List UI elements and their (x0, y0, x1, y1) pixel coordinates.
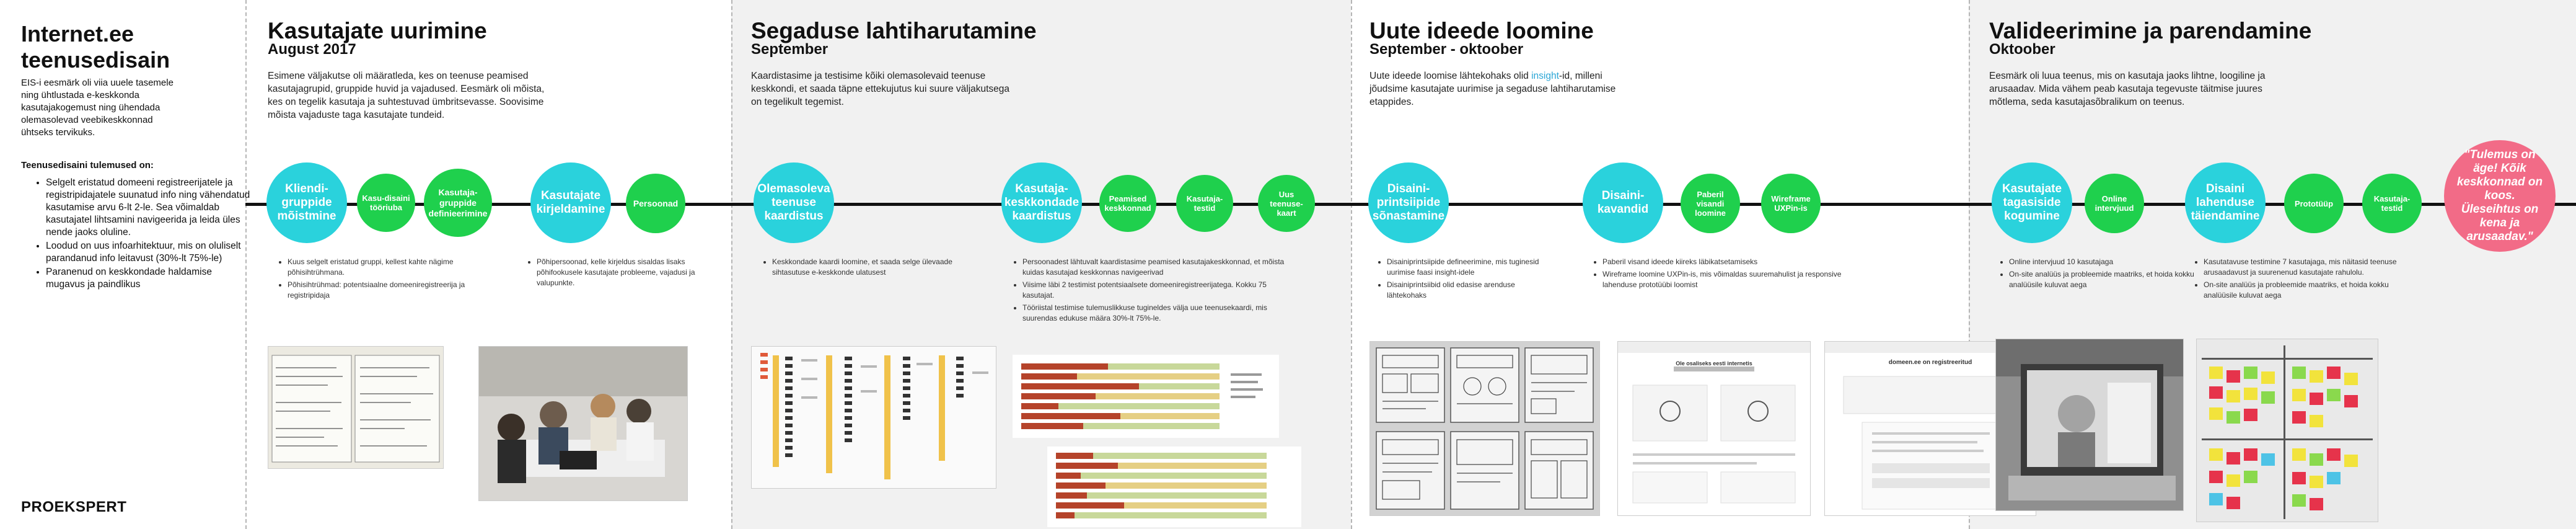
description-part: -id, milleni jõudsime kasutajate uurimise ja segaduse lahtiharutamise etappides. (1369, 71, 1616, 107)
step-uus-teenusekaart: Uus teenuse-kaart (1258, 175, 1315, 232)
bullet-item: • Põhisihtrühmad: potentsiaalne domeeniregistreerija ja registripidaja (288, 280, 492, 301)
step-olemasoleva-teenuse-kaardistus: Olemasoleva teenuse kaardistus (754, 162, 834, 243)
result-item: • Paranenud on keskkondade haldamise mugavus ja paindlikus (46, 266, 250, 291)
step-persoonad: Persoonad (626, 174, 685, 233)
phase-description: Esimene väljakutse oli määratleda, kes on teenuse peamised kasutajagrupid, gruppide huvid ja vajadused. Eesmärk oli mõista, kes on tegelik kasutaja ja suhtestuvad ümbritsevasse. Soovisime mõista vajaduste taga kasutajate tundeid. (268, 71, 545, 120)
phase-bullets (1593, 257, 1863, 292)
step-disainiprintsiipide-sonastamine: Disaini-printsiipide sõnastamine (1368, 162, 1449, 243)
step-online-intervjuud: Online intervjuud (2085, 174, 2144, 233)
bullet-item: • Wireframe loomine UXPin-is, mis võimaldas suuremahulist ja responsive lahenduse prototüübi loomist (1602, 269, 1863, 290)
bullet-item: • Paberil visand ideede kiireks läbikatsetamiseks (1602, 257, 1863, 267)
phase-title: Uute ideede loomine (1369, 18, 1594, 43)
paper-sketch-photo (1369, 341, 1600, 516)
wireframe-mockup-1 (1617, 341, 1811, 516)
step-paberil-visandi-loomine: Paberil visandi loomine (1681, 174, 1740, 233)
mockup-headline: Ole osaliseks eesti internetis (1676, 360, 1752, 367)
results-list (21, 177, 250, 292)
step-kasutajate-kirjeldamine: Kasutajate kirjeldamine (530, 162, 611, 243)
step-kasutajatestid: Kasutaja-testid (1176, 175, 1233, 232)
step-kasutajakeskkondade-kaardistus: Kasutaja-keskkondade kaardistus (1001, 162, 1082, 243)
phase-divider (731, 0, 732, 529)
phase-bullets (1013, 257, 1289, 326)
bullet-item: • On-site analüüs ja probleemide maatriks, et hoida kokku analüüsile kuluvat aega (2204, 280, 2402, 301)
phase-description: Eesmärk oli luua teenus, mis on kasutaja jaoks lihtne, loogiline ja arusaadav. Mida vähem peab kasutaja tegevuste täitmise juures mõtlema, seda kasutajasõbralikum on teenus. (1989, 71, 2266, 107)
step-wireframe-uxpin: Wireframe UXPin-is (1761, 174, 1821, 233)
test-results-chart-2 (1047, 447, 1301, 527)
mockup-headline: domeen.ee on registreeritud (1888, 359, 1972, 366)
intro-title: Internet.ee teenusedisain (21, 21, 170, 73)
bullet-item: • Disainiprintsiibid olid edasise arenduse lähtekohaks (1387, 280, 1548, 301)
phase-bullets (2194, 257, 2402, 303)
phase-divider (1351, 0, 1352, 529)
bullet-item: • Online intervjuud 10 kasutajaga (2009, 257, 2195, 267)
bullet-item: • Põhipersoonad, kelle kirjeldus sisaldas lisaks põhifookusele kasutajate probleeme, vajadusi ja valupunkte. (537, 257, 723, 288)
phase-title: Segaduse lahtiharutamine (751, 18, 1037, 43)
phase-bullets (762, 257, 977, 280)
laptop-interview-photo (1995, 339, 2184, 511)
phase-description (1369, 69, 1624, 109)
persona-sheet-photo (268, 346, 444, 469)
test-results-chart-1 (1013, 355, 1279, 438)
phase-bullets (527, 257, 723, 290)
result-item: • Loodud on uus infoarhitektuur, mis on oluliselt parandanud info leitavust (30%-lt 75%-le) (46, 240, 250, 265)
quote-bubble: "Tulemus on äge! Kõik keskkonnad on koos. Üleseihtus on kena ja arusaadav." (2444, 140, 2556, 252)
phase-date: September (751, 41, 829, 58)
phase-bullets (1377, 257, 1548, 303)
phase-date: Oktoober (1989, 41, 2055, 58)
step-kliendigruppide-moistmine: Kliendi-gruppide mõistmine (266, 162, 347, 243)
insight-highlight: insight (1531, 71, 1559, 81)
phase-date: September - oktoober (1369, 41, 1524, 58)
step-kasutajatestid-4: Kasutaja-testid (2362, 174, 2422, 233)
phase-title: Valideerimine ja parendamine (1989, 18, 2312, 43)
step-disainikavandid: Disaini-kavandid (1583, 162, 1663, 243)
phase-bullets (1999, 257, 2195, 292)
step-peamised-keskkonnad: Peamised keskkonnad (1099, 175, 1156, 232)
description-part: Uute ideede loomise lähtekohaks olid (1369, 71, 1532, 81)
step-kasutajagruppide-definieerimine: Kasutaja-gruppide definieerimine (424, 169, 492, 237)
step-disaini-lahenduse-taiendamine: Disaini lahenduse täiendamine (2185, 162, 2266, 243)
bullet-item: • Persoonadest lähtuvalt kaardistasime peamised kasutajakeskkonnad, et mõista kuidas kasutajad keskkonnas navigeerivad (1022, 257, 1289, 278)
proekspert-logo: PROEKSPERT (21, 499, 127, 515)
phase-bullets (278, 257, 492, 303)
service-map-image (751, 346, 996, 489)
bullet-item: • Viisime läbi 2 testimist potentsiaalsete domeeniregistreerijatega. Kokku 75 kasutajat. (1022, 280, 1289, 301)
bullet-item: • On-site analüüs ja probleemide maatriks, et hoida kokku analüüsile kuluvat aega (2009, 269, 2195, 290)
bullet-item: • Disainiprintsiipide defineerimine, mis tuginesid uurimise faasi insight-idele (1387, 257, 1548, 278)
result-item: • Selgelt eristatud domeeni registreerijatele ja registripidajatele suunatud info ning vähendatud kasutamise arvu 6-lt 2-le. Sea võimaldab kasutajatel lihtsamini navigeerida ja leida üles nende jaoks oluline. (46, 177, 250, 239)
step-kasutajate-tagasiside-kogumine: Kasutajate tagasiside kogumine (1992, 162, 2072, 243)
step-prototuup: Prototüüp (2284, 174, 2344, 233)
results-heading: Teenusedisaini tulemused on: (21, 160, 154, 171)
step-kasudisaini-tooriuba: Kasu-disaini tööriuba (357, 174, 415, 232)
phase-date: August 2017 (268, 41, 356, 58)
bullet-item: • Kasutatavuse testimine 7 kasutajaga, mis näitasid teenuse arusaadavust ja suurenenud kasutajate rahulolu. (2204, 257, 2402, 278)
bullet-item: • Kuus selgelt eristatud gruppi, kellest kahte nägime põhisihtrühmana. (288, 257, 492, 278)
sticky-notes-photo (2196, 339, 2378, 522)
workshop-photo (478, 346, 688, 501)
bullet-item: • Tööriistal testimise tulemuslikkuse tugineldes välja uue teenusekaardi, mis suurendas edukuse määra 30%-lt 75%-le. (1022, 303, 1289, 324)
intro-text: EIS-i eesmärk oli viia uuele tasemele ning ühtlustada e-keskkonda kasutajakogemust ning ühendada olemasolevad veebikeskkonnad ühtseks tervikuks. (21, 78, 174, 138)
bullet-item: • Keskkondade kaardi loomine, et saada selge ülevaade sihtasutuse e-keskkonde ulatusest (772, 257, 977, 278)
phase-description: Kaardistasime ja testisime kõiki olemasolevaid teenuse keskkondi, et saada täpne ettekujutus kui suure väljakutsega on tegelikult tegemist. (751, 71, 1010, 107)
phase-title: Kasutajate uurimine (268, 18, 487, 43)
